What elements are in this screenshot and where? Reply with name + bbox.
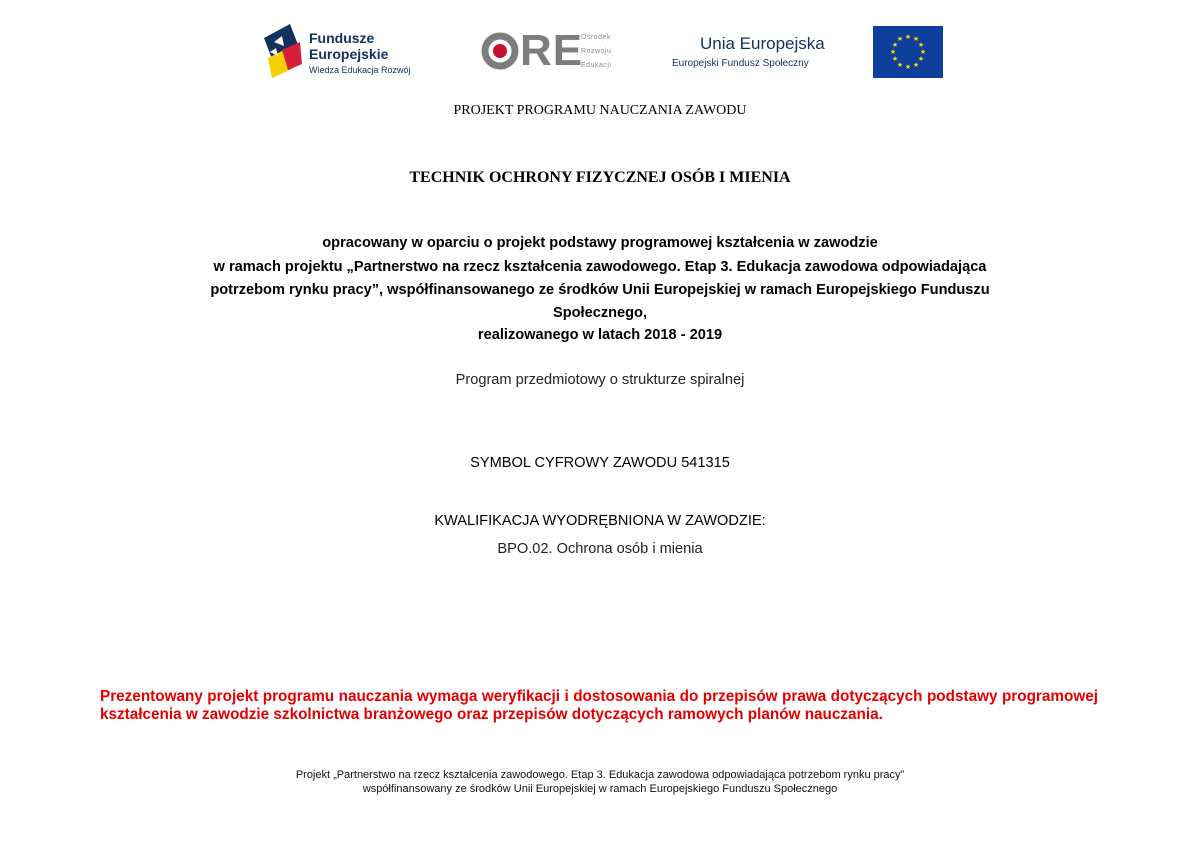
svg-text:★: ★ — [917, 41, 925, 49]
ore-sub1: Ośrodek — [581, 34, 611, 41]
unia-europejska-logo — [668, 22, 943, 84]
fundusze-line1: Fundusze — [309, 30, 375, 46]
ue-subtitle: Europejski Fundusz Społeczny — [672, 58, 809, 69]
svg-text:★: ★ — [919, 48, 927, 56]
svg-text:★: ★ — [904, 63, 912, 71]
intro-line: Społecznego, — [552, 305, 648, 321]
fundusze-tagline: Wiedza Edukacja Rozwój — [309, 65, 411, 75]
svg-text:★: ★ — [889, 48, 897, 56]
program-type: Program przedmiotowy o strukturze spiralnej — [455, 372, 745, 388]
symbol-line: SYMBOL CYFROWY ZAWODU 541315 — [470, 455, 730, 471]
svg-text:★: ★ — [891, 41, 899, 49]
svg-text:★: ★ — [891, 55, 899, 63]
svg-text:★: ★ — [917, 55, 925, 63]
svg-text:★: ★ — [904, 33, 912, 41]
ore-sub2: Rozwoju — [581, 48, 612, 55]
fundusze-line2: Europejskie — [309, 46, 389, 62]
fundusze-europejskie-logo — [262, 22, 437, 84]
footer-line: współfinansowany ze środków Unii Europejskiej w ramach Europejskiego Funduszu Społecznego — [362, 783, 838, 795]
logo-bar — [0, 22, 1200, 84]
svg-text:★: ★ — [896, 61, 904, 69]
intro-line: w ramach projektu „Partnerstwo na rzecz kształcenia zawodowego. Etap 3. Edukacja zawodowa odpowiadająca — [213, 259, 987, 275]
svg-text:★: ★ — [912, 61, 920, 69]
intro-line: realizowanego w latach 2018 - 2019 — [477, 327, 723, 343]
qualification-value: BPO.02. Ochrona osób i mienia — [497, 541, 703, 557]
intro-line: potrzebom rynku pracy”, współfinansowanego ze środków Unii Europejskiej w ramach Europejskiego Funduszu — [210, 282, 990, 298]
svg-text:★: ★ — [896, 35, 904, 43]
fundusze-europejskie-emblem-icon — [264, 24, 302, 82]
ore-ring-icon — [480, 30, 520, 72]
qualification-heading: KWALIFIKACJA WYODRĘBNIONA W ZAWODZIE: — [434, 513, 766, 529]
svg-text:★: ★ — [912, 35, 920, 43]
footer-line: Projekt „Partnerstwo na rzecz kształcenia zawodowego. Etap 3. Edukacja zawodowa odpowiadająca potrzebom rynku pracy” — [295, 769, 905, 781]
ore-mark: RE — [520, 26, 584, 75]
intro-line: opracowany w oparciu o projekt podstawy programowej kształcenia w zawodzie — [322, 235, 878, 251]
ore-logo — [478, 22, 648, 84]
document-title: TECHNIK OCHRONY FIZYCZNEJ OSÓB I MIENIA — [409, 169, 791, 186]
warning-notice: Prezentowany projekt programu nauczania wymaga weryfikacji i dostosowania do przepisów prawa dotyczących podstawy programowej kształcenia w zawodzie szkolnictwa branżowego oraz przepisów dotyczących ramowych planów nauczania. — [100, 688, 1098, 723]
ue-title: Unia Europejska — [700, 34, 825, 53]
eu-flag-icon — [873, 26, 943, 78]
document-header: PROJEKT PROGRAMU NAUCZANIA ZAWODU — [453, 103, 747, 118]
ore-sub3: Edukacji — [581, 62, 612, 69]
